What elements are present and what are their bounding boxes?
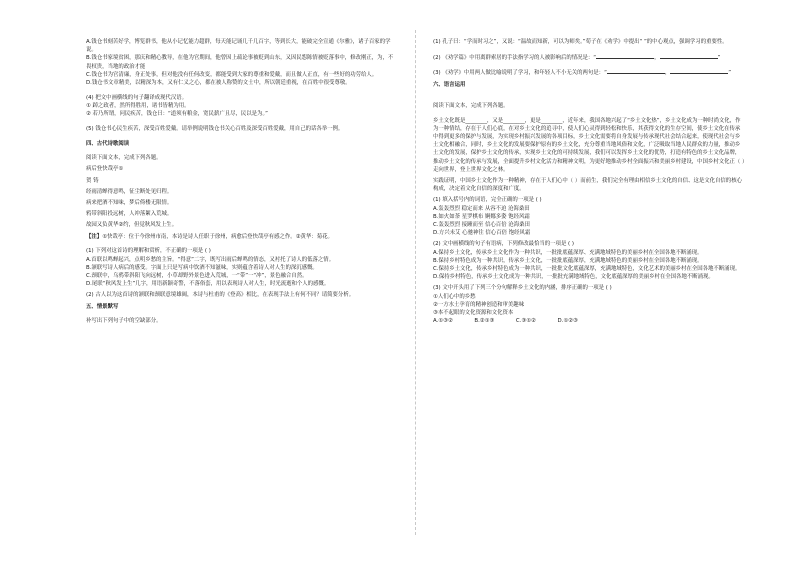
lang-q3-item-3: ③本不起眼的文化资源和文化资本 (433, 309, 514, 316)
poem-q1-option-d: D.尾联“秋风发上生”几字，用语新颖奇警，不落俗套，用以表现诗人对人生，时光流逝和个人的感慨。 (86, 281, 330, 288)
q4-sentence-2: ② 若乃所谓，问民疾苦，钱仓曰：“道须有粮金，宽民薪广且尽，民以是为。” (86, 111, 268, 118)
dictation-q2-text: (2) 《劝学篇》中用离群索居的手法指学习的人被影响后的情况是：“ (433, 54, 597, 61)
lang-q3-item-2: ②一方水土孕育的精神创造和审美趣味 (433, 301, 525, 308)
dictation-q3-end: ” (728, 70, 732, 77)
poem-line-4: 故园又负黄华②约，但觉秋风发上生。 (86, 222, 178, 229)
poem-q2: (2) 古人以为这首诗的颔联和颈联意境雄阔，本诗与杜甫的《登高》相比，在表现手法上有何不同？请简要分析。 (86, 292, 355, 299)
lang-q2-option-d: D.保持乡村特色，传承乡土文化成为一种共识，一批批充满地域特色，文化底蕴深厚的美丽乡村在全国各地不断涌现。 (433, 274, 714, 281)
poem-q1-option-a: A.首联以鸣蝉起兴，点明乡愁的主旨。“得意”二字，既写出雨后蝉鸣的情态，又衬托了诗人的低落之情。 (86, 256, 335, 263)
q4-intro: (4) 把文中画横线的句子翻译成现代汉语。 (86, 94, 187, 101)
poem-line-2: 病来把酒不知味，梦后倚楼无限情。 (86, 200, 173, 207)
answer-blank[interactable] (607, 68, 665, 74)
dictation-q3: (3) 《劝学》中用两人做比喻说明了学习，和年轻人不小无关的两句是：“ ， ” (433, 70, 732, 77)
lang-q1-option-d: D.方兴未艾 心驰神往 信心百倍 饱经风霜 (433, 230, 531, 237)
option-b: B.钱仓书家境贫困，那庆和精心教导，在他为官期间，他曾因上疏论事被贬到山东，又因民怨陈情被贬落事中，修改刚正，为，不畏权贵，当地的政治才能 (86, 55, 394, 70)
lang-q3-option-b: B.②①③ (474, 318, 495, 325)
dictation-instruction: 补写出下列句子中的空缺部分。 (86, 318, 162, 325)
lang-q3-stem: (3) 文中开头用了下列三个分句解释乡土文化的内涵，排序正确的一项是 ( ) (433, 285, 612, 292)
lang-q3-option-a: A.①③② (433, 318, 453, 325)
lang-q3-option-c: C.③①② (515, 318, 536, 325)
poem-author: 贺 铸 (86, 177, 99, 184)
language-instruction: 阅读下面文本，完成下列各题。 (433, 102, 509, 109)
lang-q1-option-b: B.如火如荼 星罗棋布 婀娜多姿 饱经风霜 (433, 213, 530, 220)
section-6-heading: 六、语言运用 (433, 81, 466, 88)
answer-blank[interactable] (660, 53, 718, 59)
poem-line-3: 鸦带斜阳投远树，人冲落絮入荒城。 (86, 211, 173, 218)
note-text: ①快哉亭：位于今徐州市南，本诗是诗人任职于徐州，病愈后登快哉亭有感之作。②黄华：菊花。 (102, 233, 333, 240)
option-d: D.钱仓书文章精美，以精深为本，又有仁义之心，都在被人称赞的文士中，所以朝廷重视，在百姓中很受尊敬。 (86, 80, 351, 87)
option-a: A.钱仓书刻苦好学，博览群书，他从小记忆能力超群，每天能记诵几千几百字，等到长大，能破完全宣通《尔雅》，诸子百家的学说。 (86, 39, 391, 54)
dictation-q2-end: ” (717, 54, 721, 61)
poem-line-1: 经雨清蝉得意鸣，征尘断处见归程。 (86, 188, 173, 195)
poem-q1-stem: (1) 下列对这首诗的理解和赏析，不正确的一项是 ( ) (86, 248, 211, 255)
left-column (86, 38, 398, 325)
language-passage-2: 实践证明，中国乡土文化作为一种精神，存在于人们心中（ ）而前生，我们完全有理由相信乡土文化的自信、这是文化自信的核心构成，决定着文化自信的深度和广度。 (433, 177, 742, 193)
dictation-q1: (1) 孔子曰：“学而时习之”，又说：“温故而知新，可以为师矣。”荀子在《劝学》中提出“ ”的中心观点，强调学习的重要性。 (433, 39, 728, 45)
poem-note (86, 233, 398, 241)
lang-q1-option-a: A.轰轰烈烈 稳定而来 从容不迫 沧海桑田 (433, 205, 530, 212)
lang-q2-option-b: B.保持乡村特色成为一种共识，传承乡土文化，一批批底蕴深厚，充满地域特色的美丽乡村在全国各地不断涌现。 (433, 257, 703, 264)
lang-q1-option-c: C.轰轰烈烈 接踵而至 信心百倍 沧海桑田 (433, 221, 530, 228)
lang-q2-option-c: C.保持乡土文化，传承乡村特色成为一种共识，一批批文化底蕴深厚，充满地域特色，文化艺术的美丽乡村在全国各地不断涌现。 (433, 265, 741, 272)
lang-q2-stem: (2) 文中画横线的句子有语病，下列修改最恰当的一项是 ( ) (433, 241, 574, 248)
language-passage: 乡土文化既是________，又是________，更是________，近年来，我国各地兴起了“乡土文化热”，乡土文化成为一种时尚文化，作为一种情结，存在于人们心底，在对乡土文化的追寻中，使人们心灵得到轻松和快乐，其获得文化的生存空间，使乡土文化在传承中得到更多的保护与发展，为实现乡村振兴发展的各项目标，乡土文化需要将自身发展与传承现代社会结合起来，使现代社会与乡土文化相融合，同时，乡土文化的发展要保护原有的乡土文化，充分尊重当地风俗和文化，广泛吸取当地人民群众的力量，推动乡土文化的发展，保护乡土文化的传承，实现乡土文化的可持续发展，我们可以发挥乡土文化的优势，打造有特色的乡土文化品牌，推动乡土文化的传承与发展，全面提升乡村文化活力和精神文明，为更好地推动乡村全面振兴和美丽乡村建设，中国乡村文化正（ ）走向世界，登上世界文化之林。 (433, 117, 745, 173)
answer-blank[interactable] (596, 53, 654, 59)
dictation-q2: (2) 《劝学篇》中用离群索居的手法指学习的人被影响后的情况是：“ ， ” (433, 54, 721, 61)
q4-sentence-1: ① 踔之政者，然所得胜用，诸书皆精为用。 (86, 102, 190, 109)
note-label: 【注】 (86, 233, 103, 240)
q5-question: (5) 钱仓书心民生疾苦，深受百姓爱戴。请举例说明钱仓书关心百姓及深受百姓爱戴，用自己的话各举一例。 (86, 125, 344, 132)
dictation-q3-text: (3) 《劝学》中用两人做比喻说明了学习，和年轻人不小无关的两句是：“ (433, 70, 607, 77)
section-5-heading: 五、情景默写 (86, 303, 119, 310)
lang-q3-option-d: D.①②③ (557, 318, 578, 325)
section-4-heading: 四、古代诗歌阅读 (86, 140, 130, 147)
column-divider (415, 30, 416, 535)
poem-instruction: 阅读下面文本，完成下列各题。 (86, 155, 162, 162)
option-c: C.钱仓书为官清廉，身正处事，但对他没有任何改变，都能受到大家的尊重和爱戴，而且做人正直，有一些好的功劳给人。 (86, 71, 378, 78)
right-column (433, 38, 745, 325)
poem-title: 病后登快哉亭① (86, 166, 124, 173)
lang-q3-item-1: ①人们心中的乡愁 (433, 293, 476, 300)
answer-blank[interactable] (670, 68, 728, 74)
poem-q1-option-c: C.颈联中，乌鸦带斜阳飞向远树，小草却野外景色进入荒城，一“带”一“冲”，景色融合自然。 (86, 272, 308, 279)
poem-q1-option-b: B.颔联写诗人病后的感受。字面上只是写病中饮酒不知滋味，实则蕴含着诗人对人生的深沉感慨。 (86, 264, 318, 271)
lang-q2-option-a: A.保持乡土文化，传承乡土文化作为一种共识，一批批底蕴深厚、充满地域特色的美丽乡村在全国各地不断涌现。 (433, 249, 703, 256)
lang-q3-options (433, 317, 745, 325)
lang-q1-stem: (1) 填入括号内的词语，完全正确的一项是 ( ) (433, 197, 542, 204)
